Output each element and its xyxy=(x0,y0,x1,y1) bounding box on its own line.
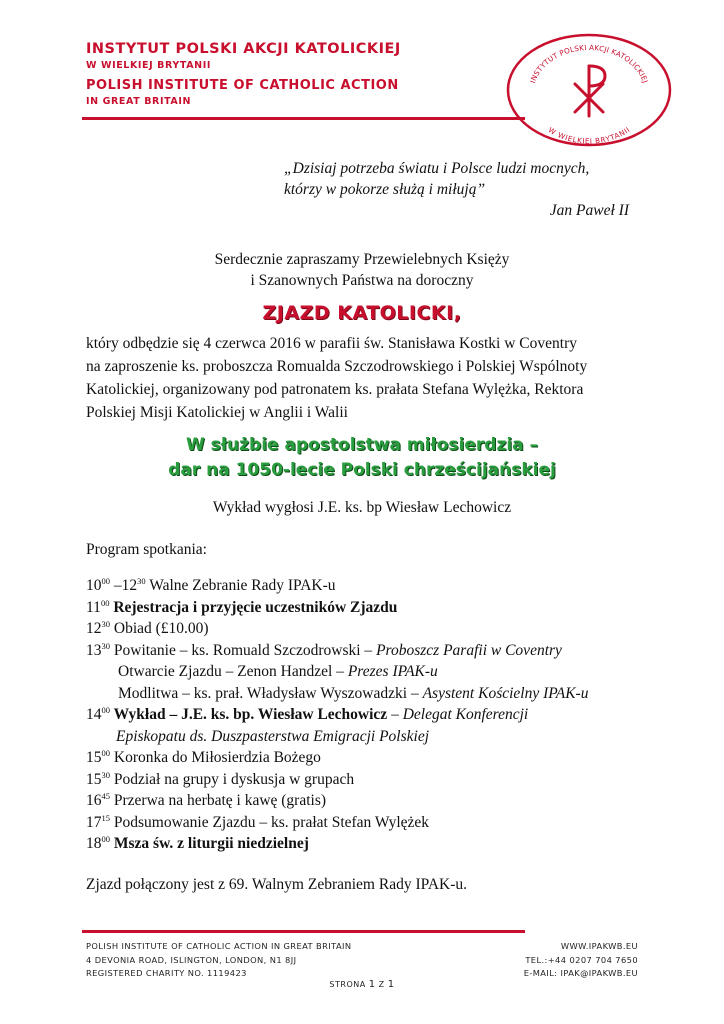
event-theme xyxy=(86,433,638,483)
event-description xyxy=(86,332,646,424)
program-item: $17^{15}$ Podsumowanie Zjazdu – ks. prałat Stefan Wylężek xyxy=(86,812,430,831)
description-line-3: Katolickiej, organizowany pod patronatem ks. prałata Stefana Wylężka, Rektora xyxy=(86,381,584,398)
program-heading: Program spotkania: xyxy=(86,541,207,558)
quote-line-1: „Dzisiaj potrzeba światu i Polsce ludzi mocnych, xyxy=(284,160,590,177)
header-divider xyxy=(82,117,525,120)
program-item: Otwarcie Zjazdu – Zenon Handzel – Prezes IPAK-u xyxy=(118,663,438,680)
theme-line-1: W służbie apostolstwa miłosierdzia – xyxy=(185,435,539,455)
closing-note: Zjazd połączony jest z 69. Walnym Zebraniem Rady IPAK-u. xyxy=(86,876,467,893)
program-item: $18^{00}$ Msza św. z liturgii niedzielnej xyxy=(86,834,309,852)
program-item: $15^{30}$ Podział na grupy i dyskusja w grupach xyxy=(86,769,355,788)
description-line-2: na zaproszenie ks. proboszcza Romualda Szczodrowskiego i Polskiej Wspólnoty xyxy=(86,358,588,375)
invitation-line-1: Serdecznie zapraszamy Przewielebnych Księży xyxy=(214,251,510,268)
footer-website: WWW.IPAKWB.EU xyxy=(560,941,638,951)
institute-name-english: POLISH INSTITUTE OF CATHOLIC ACTION xyxy=(86,78,399,93)
page-number: STRONA 1 Z 1 xyxy=(329,979,395,990)
program-list xyxy=(86,575,646,855)
description-line-4: Polskiej Misji Katolickiej w Anglii i Walii xyxy=(86,404,348,421)
quote-author: Jan Paweł II xyxy=(549,202,629,219)
footer-address-block xyxy=(86,940,352,981)
logo-arc-bottom-text: W WIELKIEJ BRYTANII xyxy=(546,125,632,146)
chi-rho-icon xyxy=(575,66,605,116)
program-item: $10^{00}$ $-12^{30}$ Walne Zebranie Rady IPAK-u xyxy=(86,576,336,594)
theme-line-2: dar na 1050-lecie Polski chrześcijańskiej xyxy=(168,460,556,480)
program-item: $15^{00}$ Koronka do Miłosierdzia Bożego xyxy=(86,748,321,766)
quote-line-2: którzy w pokorze służą i miłują” xyxy=(284,181,486,198)
institute-name-polish: INSTYTUT POLSKI AKCJI KATOLICKIEJ xyxy=(86,41,401,57)
lecture-announcement: Wykład wygłosi J.E. ks. bp Wiesław Lechowicz xyxy=(212,499,512,516)
footer-divider xyxy=(82,930,525,933)
program-item: $12^{30}$ Obiad (£10.00) xyxy=(86,619,209,637)
description-line-1: który odbędzie się 4 czerwca 2016 w parafii św. Stanisława Kostki w Coventry xyxy=(86,335,577,352)
institute-location-polish: W WIELKIEJ BRYTANII xyxy=(86,60,212,71)
footer-org-name: POLISH INSTITUTE OF CATHOLIC ACTION IN GREAT BRITAIN xyxy=(86,941,352,951)
program-item: Episkopatu ds. Duszpasterstwa Emigracji Polskiej xyxy=(116,727,430,745)
invitation-text xyxy=(86,249,638,291)
program-item: $13^{30}$ Powitanie – ks. Romuald Szczodrowski – Proboszcz Parafii w Coventry xyxy=(86,640,562,659)
epigraph-quote xyxy=(284,158,634,221)
institute-logo xyxy=(505,32,673,148)
logo-arc-top-text: INSTYTUT POLSKI AKCJI KATOLICKIEJ xyxy=(527,42,651,85)
footer-address: 4 DEVONIA ROAD, ISLINGTON, LONDON, N1 8JJ xyxy=(86,954,297,965)
footer-charity-number: REGISTERED CHARITY NO. 1119423 xyxy=(86,968,247,978)
event-title: ZJAZD KATOLICKI, xyxy=(262,302,462,324)
program-item: Modlitwa – ks. prał. Władysław Wyszowadzki – Asystent Kościelny IPAK-u xyxy=(118,684,589,702)
program-item: $11^{00}$ Rejestracja i przyjęcie uczestników Zjazdu xyxy=(86,597,398,616)
footer-email: E-MAIL: IPAK@IPAKWB.EU xyxy=(523,968,638,978)
footer-contact-block xyxy=(524,940,638,981)
program-item: $16^{45}$ Przerwa na herbatę i kawę (gratis) xyxy=(86,791,327,809)
letterhead xyxy=(86,40,401,109)
invitation-line-2: i Szanownych Państwa na doroczny xyxy=(250,272,474,289)
institute-location-english: IN GREAT BRITAIN xyxy=(86,96,192,107)
program-item: $14^{00}$ Wykład – J.E. ks. bp. Wiesław Lechowicz – Delegat Konferencji xyxy=(86,705,529,723)
footer-phone: TEL.:+44 0207 704 7650 xyxy=(525,954,638,965)
